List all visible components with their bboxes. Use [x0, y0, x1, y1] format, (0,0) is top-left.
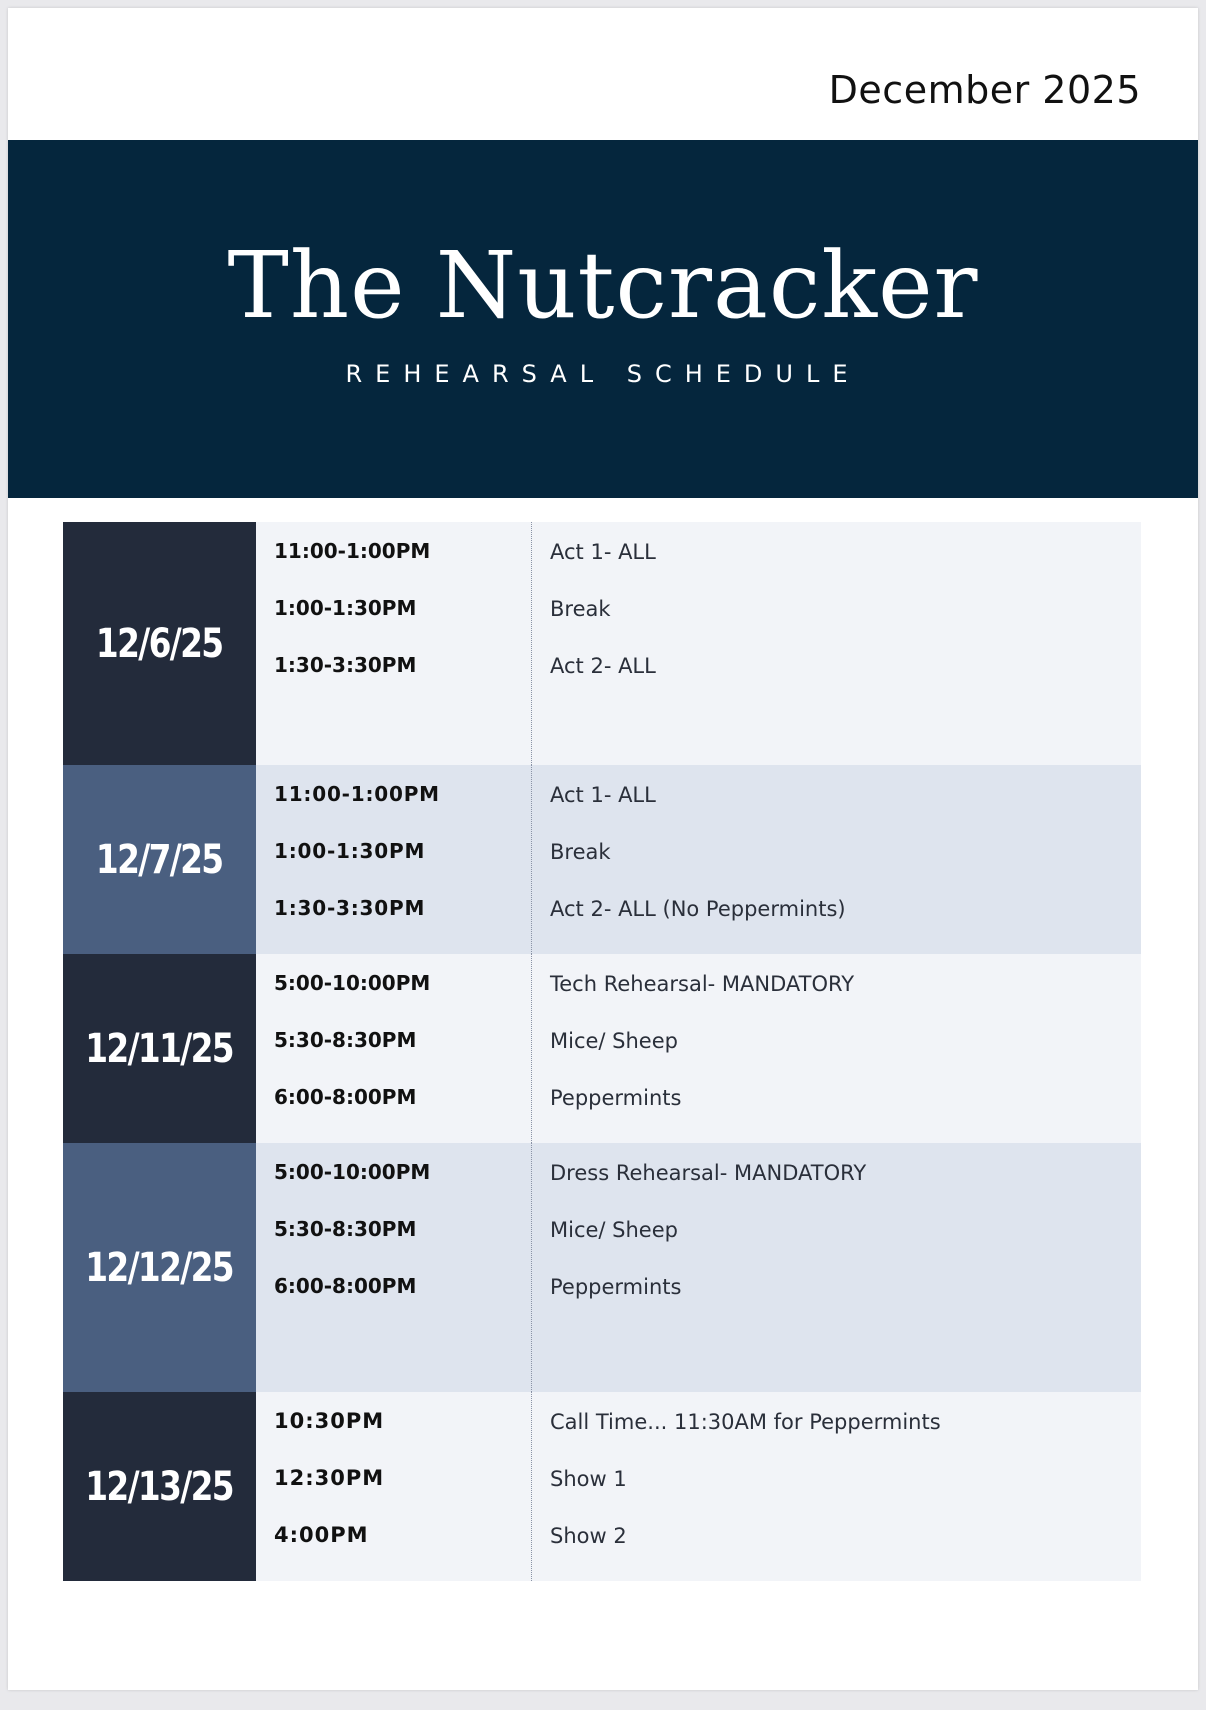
time-slot: 5:00-10:00PM	[274, 1160, 431, 1184]
title-banner	[8, 140, 1198, 498]
date-cell	[63, 954, 256, 1143]
activity: Act 2- ALL (No Peppermints)	[550, 897, 846, 921]
time-slot: 11:00-1:00PM	[274, 539, 431, 563]
schedule-row	[63, 1392, 1141, 1581]
time-slot: 5:30-8:30PM	[274, 1028, 417, 1052]
time-slot: 1:30-3:30PM	[274, 653, 417, 677]
activities-cell	[532, 522, 1141, 765]
time-slot: 12:30PM	[274, 1466, 385, 1490]
date-label: 12/13/25	[85, 1463, 234, 1510]
date-cell	[63, 1392, 256, 1581]
activities-cell	[532, 954, 1141, 1143]
page-subtitle: REHEARSAL SCHEDULE	[345, 360, 861, 388]
activity: Peppermints	[550, 1086, 682, 1110]
time-slot: 4:00PM	[274, 1523, 369, 1547]
schedule-row	[63, 522, 1141, 765]
activity: Break	[550, 597, 611, 621]
time-slot: 10:30PM	[274, 1409, 385, 1433]
date-label: 12/6/25	[96, 620, 223, 667]
activity: Mice/ Sheep	[550, 1218, 678, 1242]
activities-cell	[532, 765, 1141, 954]
activities-cell	[532, 1143, 1141, 1392]
activity: Peppermints	[550, 1275, 682, 1299]
activity: Act 1- ALL	[550, 540, 656, 564]
date-label: 12/7/25	[96, 836, 223, 883]
time-slot: 1:00-1:30PM	[274, 596, 417, 620]
activity: Act 2- ALL	[550, 654, 656, 678]
activity: Act 1- ALL	[550, 783, 656, 807]
activity: Dress Rehearsal- MANDATORY	[550, 1161, 867, 1185]
activity: Show 1	[550, 1467, 627, 1491]
times-cell	[256, 1392, 532, 1581]
activity: Break	[550, 840, 611, 864]
times-cell	[256, 954, 532, 1143]
activities-cell	[532, 1392, 1141, 1581]
time-slot: 5:00-10:00PM	[274, 971, 431, 995]
month-label: December 2025	[828, 68, 1141, 112]
schedule-row	[63, 765, 1141, 954]
date-label: 12/11/25	[85, 1025, 234, 1072]
date-label: 12/12/25	[85, 1244, 234, 1291]
date-cell	[63, 522, 256, 765]
time-slot: 6:00-8:00PM	[274, 1274, 417, 1298]
activity: Mice/ Sheep	[550, 1029, 678, 1053]
times-cell	[256, 522, 532, 765]
date-cell	[63, 1143, 256, 1392]
schedule-table	[63, 522, 1141, 1581]
time-slot: 1:00-1:30PM	[274, 839, 426, 863]
schedule-row	[63, 1143, 1141, 1392]
times-cell	[256, 765, 532, 954]
times-cell	[256, 1143, 532, 1392]
activity: Call Time... 11:30AM for Peppermints	[550, 1410, 941, 1434]
schedule-row	[63, 954, 1141, 1143]
time-slot: 11:00-1:00PM	[274, 782, 440, 806]
page-title: The Nutcracker	[227, 232, 979, 339]
activity: Show 2	[550, 1524, 627, 1548]
time-slot: 1:30-3:30PM	[274, 896, 426, 920]
date-cell	[63, 765, 256, 954]
activity: Tech Rehearsal- MANDATORY	[550, 972, 855, 996]
time-slot: 5:30-8:30PM	[274, 1217, 417, 1241]
schedule-page	[8, 8, 1198, 1690]
time-slot: 6:00-8:00PM	[274, 1085, 417, 1109]
